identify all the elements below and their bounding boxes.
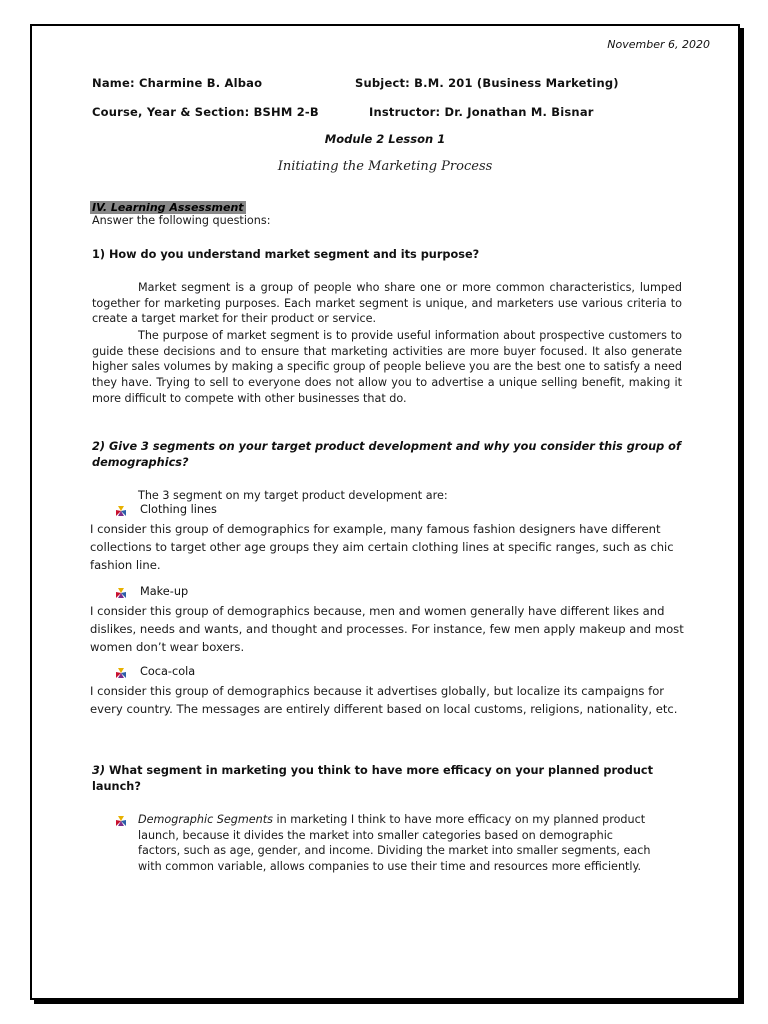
bullet-icon [116,588,126,598]
q1-answer-paragraph-2: The purpose of market segment is to provide useful information about prospective customers to guide these decisions and to ensure that marketing activities are more buyer focused. It also generate higher sales volumes by making a specific group of people believe you are the best one to satisfy a need they have. Trying to sell to everyone does not allow you to advertise a unique selling benefit, making it more difficult to compete with other businesses that do. [92,329,682,405]
q3-answer [138,812,658,875]
question-2: 2) Give 3 segments on your target product development and why you consider this group of demographics? [92,440,681,469]
subject: Subject: B.M. 201 (Business Marketing) [355,76,619,90]
segment-label-makeup: Make-up [140,585,189,598]
q2-intro: The 3 segment on my target product development are: [138,489,448,502]
segment-text-clothing: I consider this group of demographics for example, many famous fashion designers have different collections to target other age groups they aim certain clothing lines at specific ranges, such as chic fashion line. [90,522,674,572]
question-3 [92,763,682,795]
q3-answer-text: in marketing I think to have more efficacy on my planned product launch, because it divides the market into smaller categories based on demographic factors, such as age, gender, and income. Dividing the market into smaller segments, each with common variable, allows companies to use their time and resources more efficiently. [138,813,651,874]
bullet-icon [116,668,126,678]
segment-label-cocacola: Coca-cola [140,665,196,678]
course-section: Course, Year & Section: BSHM 2-B [92,105,319,119]
q1-answer-paragraph-1: Market segment is a group of people who share one or more common characteristics, lumped together for marketing purposes. Each market segment is unique, and marketers use various criteria to create a target market for their product or service. [92,281,682,326]
q3-answer-emphasis: Demographic Segments [138,813,273,826]
question-1: 1) How do you understand market segment and its purpose? [92,248,480,261]
bullet-icon [116,816,126,826]
instructor: Instructor: Dr. Jonathan M. Bisnar [369,105,594,119]
module-label: Module 2 Lesson 1 [324,132,446,146]
segment-label-clothing: Clothing lines [140,503,217,516]
segment-text-makeup: I consider this group of demographics because, men and women generally have different likes and dislikes, needs and wants, and thought and processes. For instance, few men apply makeup and most women don’t wear boxers. [90,604,684,654]
document-date: November 6, 2020 [607,38,710,51]
question-3-number: 3) [92,764,106,777]
instructions: Answer the following questions: [92,214,271,227]
document-page [30,24,740,1000]
bullet-icon [116,506,126,516]
document-title: Initiating the Marketing Process [277,159,493,174]
section-heading-text: IV. Learning Assessment [92,201,244,214]
segment-text-cocacola: I consider this group of demographics because it advertises globally, but localize its campaigns for every country. The messages are entirely different based on local customs, religions, nationality, etc. [90,684,678,716]
question-3-text: What segment in marketing you think to have more efficacy on your planned product launch? [92,764,654,793]
student-name: Name: Charmine B. Albao [92,76,263,90]
